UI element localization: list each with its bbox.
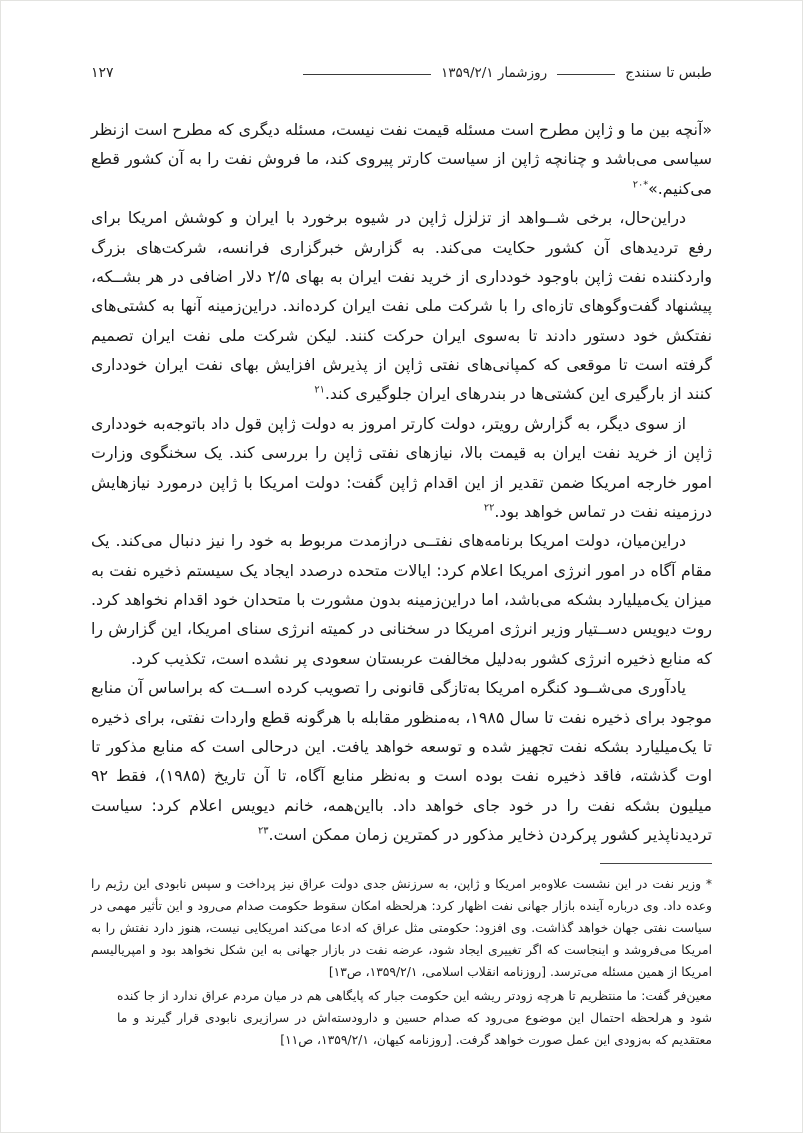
- page-header: [91, 65, 712, 81]
- footnote-marker: ۲۱: [314, 385, 325, 397]
- paragraph: [91, 115, 712, 203]
- paragraph-text: «آنچه بین ما و ژاپن مطرح است مسئله قیمت نفت نیست، مسئله دیگری که مطرح است ازنظر سیاسی می‌باشد و چنانچه ژاپن از سیاست کارتر پیروی کند، ما فروش نفت را به آن کشور قطع می‌کنیم.»: [90, 120, 712, 198]
- footnote: * وزیر نفت در این نشست علاوه‌بر امریکا و ژاپن، به سرزنش جدی دولت عراق نیز پرداخت و سپس نابودی این رژیم را وعده داد. وی درباره آینده بازار جهانی نفت اظهار کرد: هرلحظه امکان سقوط حکومت صدام می‌رود و این تأثیر مهمی در سیاست نفتی جهان خواهد گذاشت. وی افزود: حکومتی مثل عراق که ادعا می‌کند امریکایی نیست، هنوز دارد نفتش را به امریکا می‌فروشد و اینجاست که اگر تغییری ایجاد شود، عرضه نفت در بازار جهانی به این شکل نخواهد بود و امپریالیسم امریکا از همین مسئله می‌ترسد. [روزنامه انقلاب اسلامی، ۱۳۵۹/۲/۱، ص۱۳]: [91, 877, 712, 979]
- paragraph: [91, 409, 712, 527]
- paragraph-text: یادآوری می‌شــود کنگره امریکا به‌تازگی قانونی را تصویب کرده اســت که براساس آن منابع موجود برای ذخیره نفت تا سال ۱۹۸۵، به‌منظور مقابله با هرگونه قطع واردات نفتی، برای ذخیره تا یک‌میلیارد بشکه نفت تجهیز شده و توسعه خواهد یافت. این درحالی است که منابع مذکور تا اوت گذشته، فاقد ذخیره نفت بوده است و به‌نظر منابع آگاه، تا آن تاریخ (۱۹۸۵)، فقط ۹۲ میلیون بشکه نفت را در خود جای خواهد داد. بااین‌همه، خانم دیویس اعلام کرد: سیاست تردیدناپذیر کشور پرکردن ذخایر مذکور در کمترین زمان ممکن است.: [91, 678, 713, 844]
- body-text: [91, 115, 712, 849]
- paragraph: [91, 673, 712, 849]
- header-rule-left: [303, 74, 431, 75]
- footnote-marker: ۲۲: [483, 502, 495, 514]
- book-title: طبس تا سنندج: [625, 65, 712, 81]
- footnote: معین‌فر گفت: ما منتظریم تا هرچه زودتر ریشه این حکومت جبار که پایگاهی هم در میان مردم عراق ندارد از جا کنده شود و هرلحظه احتمال این موضوع می‌رود که صدام حسین و دارودسته‌اش در سرازیری نابودی قرار گیرند و ما معتقدیم که به‌زودی این عمل صورت خواهد گرفت. [روزنامه کیهان، ۱۳۵۹/۲/۱، ص۱۱]: [117, 988, 712, 1047]
- paragraph-text: از سوی دیگر، به گزارش رویتر، دولت کارتر امروز به دولت ژاپن قول داد باتوجه‌به خودداری ژاپن از خرید نفت ایران به قیمت بالا، نیازهای نفتی ژاپن را بررسی کند. یک سخنگوی وزارت امور خارجه امریکا ضمن تقدیر از این اقدام ژاپن گفت: دولت امریکا با ژاپن درمورد نیازهایش درزمینه نفت در تماس خواهد بود.: [91, 413, 712, 521]
- page-number: ۱۲۷: [91, 65, 114, 81]
- running-title: روزشمار ۱۳۵۹/۲/۱: [440, 65, 548, 81]
- footnote-separator: [600, 863, 712, 864]
- paragraph-text: دراین‌میان، دولت امریکا برنامه‌های نفتــی درازمدت مربوط به خود را نیز دنبال می‌کند. یک مقام آگاه در امور انرژی امریکا اعلام کرد: ایالات متحده درصدد ایجاد یک سیستم ذخیره نفت به میزان یک‌میلیارد بشکه می‌باشد، اما دراین‌زمینه بدون مشورت با متحدان خود اقدام نخواهد کرد. روت دیویس دســتیار وزیر انرژی امریکا در سخنانی در کمیته انرژی سنای امریکا، این گزارش را که منابع ذخیره انرژی کشور به‌دلیل مخالفت عربستان سعودی پر نشده است، تکذیب کرد.: [91, 531, 712, 668]
- footnotes-section: [91, 863, 712, 1051]
- paragraph-text: دراین‌حال، برخی شــواهد از تزلزل ژاپن در شیوه برخورد با ایران و کوشش امریکا برای رفع تردیدهای آن کشور حکایت می‌کند. به گزارش خبرگزاری فرانسه، شرکت‌های بزرگ واردکننده نفت ژاپن باوجود خودداری از خرید نفت ایران به بهای ۲/۵ دلار اضافی در هر بشــکه، پیشنهاد گفت‌وگوهای تازه‌ای را با شرکت ملی نفت ایران کرده‌اند. دراین‌زمینه آنها به کشتی‌های نفتکش خود دستور دادند تا به‌سوی ایران حرکت کنند. لیکن شرکت ملی نفت ایران تصمیم گرفته است تا موقعی که کمپانی‌های نفتی ژاپن از پذیرش افزایش بهای نفت ایران خودداری کنند از بارگیری این کشتی‌ها در بندرهای ایران جلوگیری کند.: [91, 208, 712, 404]
- paragraph: [91, 526, 712, 673]
- header-rule-right: [557, 74, 615, 75]
- paragraph: [91, 203, 712, 409]
- footnote-marker: ۲۳: [258, 825, 269, 837]
- footnote-marker: *۲۰: [632, 179, 649, 191]
